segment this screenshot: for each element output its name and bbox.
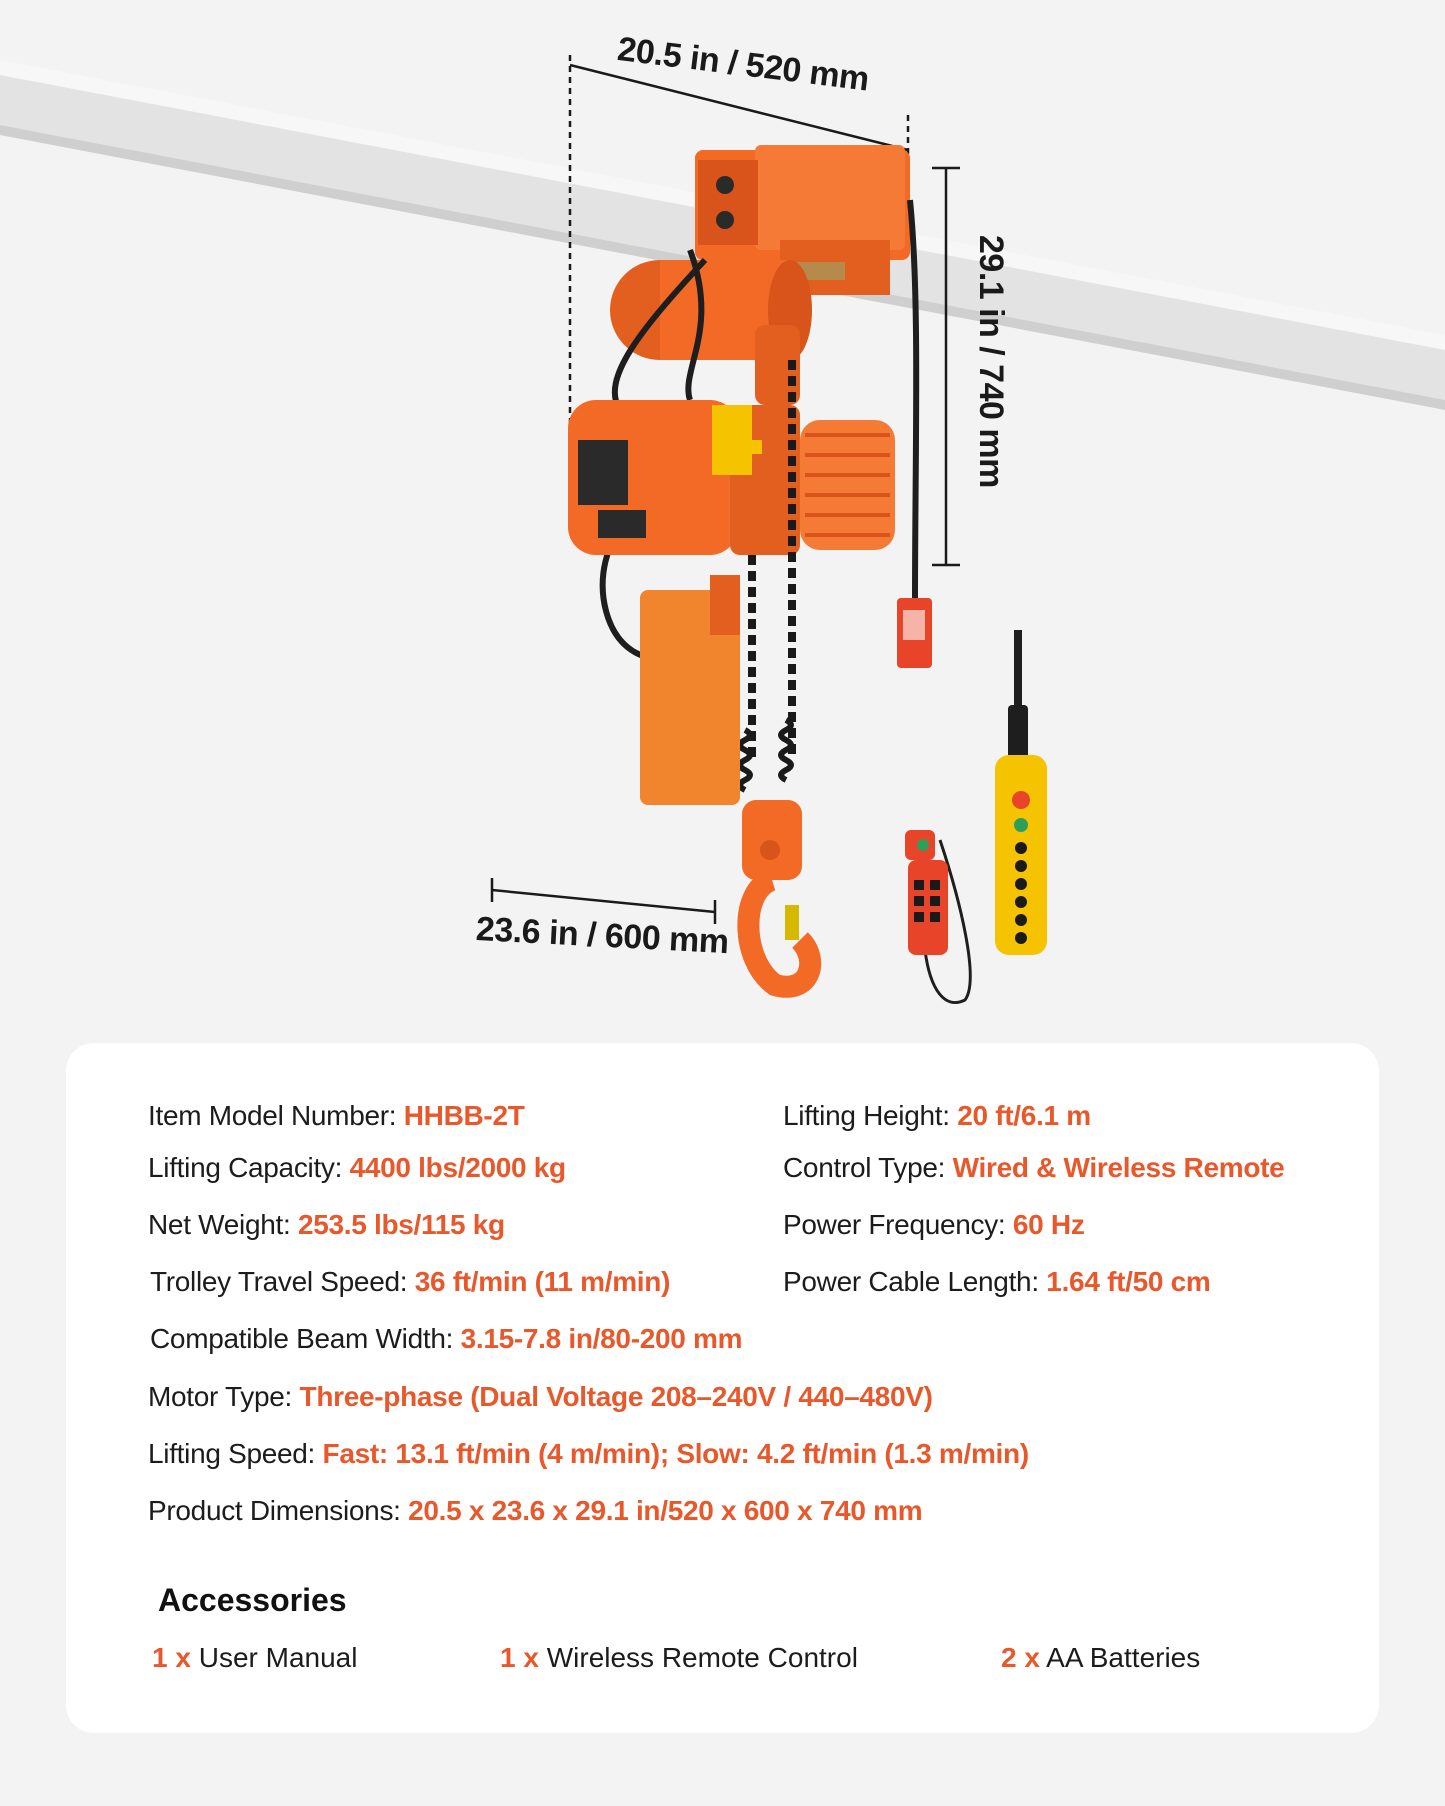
spec-value: Wired & Wireless Remote (952, 1152, 1285, 1183)
spec-value: 20.5 x 23.6 x 29.1 in/520 x 600 x 740 mm (408, 1495, 923, 1526)
spec-value: HHBB-2T (403, 1100, 525, 1131)
width-dimension-label: 20.5 in / 520 mm (615, 30, 871, 99)
spec-label: Product Dimensions: (148, 1495, 409, 1526)
spec-label: Lifting Height: (783, 1100, 958, 1131)
spec-lifting-speed (148, 1438, 1029, 1470)
chain-bag (640, 575, 740, 805)
accessory-item (1001, 1642, 1200, 1674)
spec-label: Control Type: (783, 1152, 953, 1183)
spec-value: 60 Hz (1012, 1209, 1085, 1240)
spec-value: Three-phase (Dual Voltage 208–240V / 440–480V) (299, 1381, 933, 1412)
spec-label: Power Cable Length: (783, 1266, 1047, 1297)
spec-power-frequency (783, 1209, 1085, 1241)
accessory-qty: 1 x (152, 1642, 191, 1673)
accessory-name: Wireless Remote Control (538, 1642, 858, 1673)
spec-label: Item Model Number: (148, 1100, 404, 1131)
spec-value: Fast: 13.1 ft/min (4 m/min); Slow: 4.2 ft/min (1.3 m/min) (322, 1438, 1029, 1469)
accessories-title: Accessories (158, 1582, 347, 1618)
spec-motor-type (148, 1381, 933, 1413)
spec-cable-length (783, 1266, 1211, 1298)
spec-value: 36 ft/min (11 m/min) (414, 1266, 671, 1297)
wired-pendant (995, 630, 1047, 955)
spec-label: Motor Type: (148, 1381, 300, 1412)
spec-capacity (148, 1152, 566, 1184)
accessory-item (500, 1642, 858, 1674)
red-control-box (897, 598, 932, 668)
spec-value: 1.64 ft/50 cm (1046, 1266, 1211, 1297)
accessory-name: User Manual (190, 1642, 358, 1673)
height-dimension-label: 29.1 in / 740 mm (972, 235, 1010, 488)
spec-value: 253.5 lbs/115 kg (297, 1209, 505, 1240)
spec-label: Trolley Travel Speed: (150, 1266, 415, 1297)
spec-beam-width (150, 1323, 742, 1355)
spec-lifting-height (783, 1100, 1091, 1132)
spec-model (148, 1100, 525, 1132)
spec-net-weight (148, 1209, 505, 1241)
spec-label: Compatible Beam Width: (150, 1323, 461, 1354)
accessory-name: AA Batteries (1039, 1642, 1201, 1673)
spec-label: Lifting Speed: (148, 1438, 323, 1469)
chain-springs (740, 720, 791, 790)
accessory-qty: 2 x (1001, 1642, 1040, 1673)
spec-value: 3.15-7.8 in/80-200 mm (460, 1323, 743, 1354)
spec-label: Lifting Capacity: (148, 1152, 350, 1183)
spec-label: Net Weight: (148, 1209, 298, 1240)
spec-value: 4400 lbs/2000 kg (349, 1152, 566, 1183)
wireless-remote (905, 830, 970, 1003)
hoist-body (568, 400, 895, 555)
accessory-item (152, 1642, 357, 1674)
spec-value: 20 ft/6.1 m (957, 1100, 1091, 1131)
spec-dimensions (148, 1495, 922, 1527)
lifting-hook (742, 800, 810, 987)
spec-trolley-speed (150, 1266, 670, 1298)
spec-label: Power Frequency: (783, 1209, 1013, 1240)
depth-dimension-label: 23.6 in / 600 mm (475, 910, 730, 962)
spec-control-type (783, 1152, 1284, 1184)
accessory-qty: 1 x (500, 1642, 539, 1673)
